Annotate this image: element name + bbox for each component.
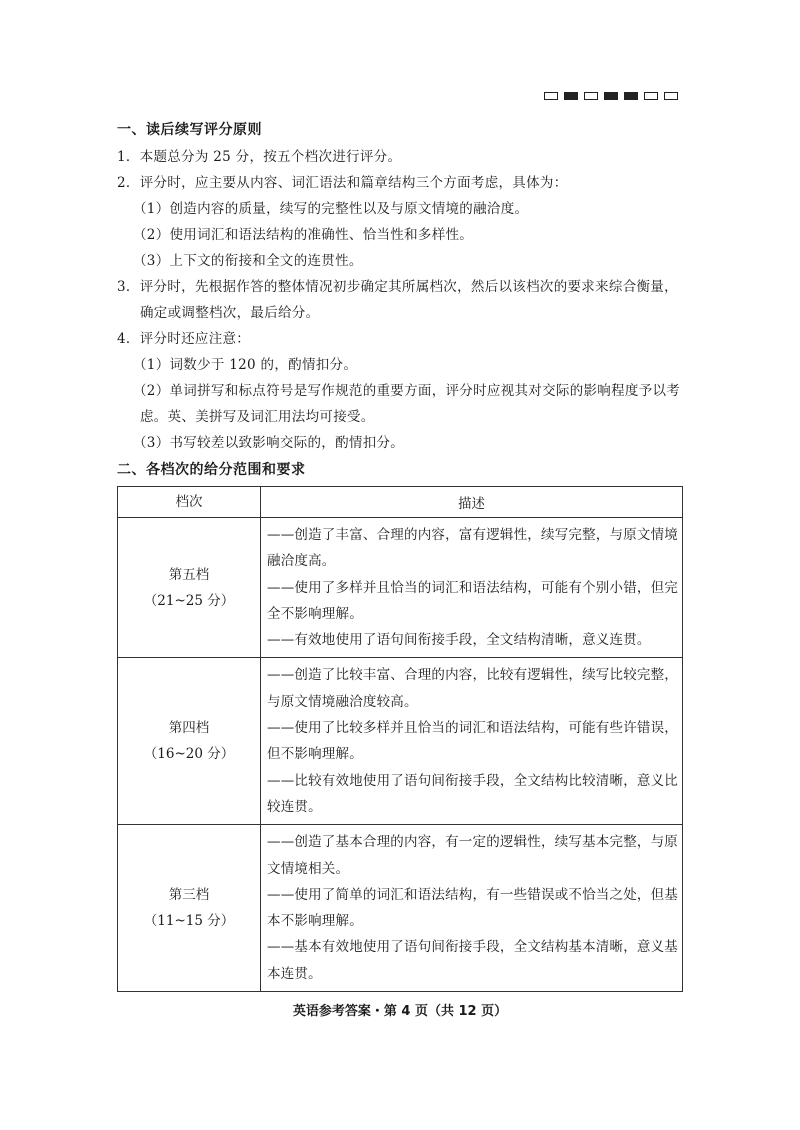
description-line: 与原文情境融洽度较高。 (267, 693, 418, 710)
description-line: ——比较有效地使用了语句间衔接手段，全文结构比较清晰，意义比 (267, 772, 678, 789)
rule-item-3-cont: 确定或调整档次，最后给分。 (140, 305, 320, 321)
code-mark-1 (544, 92, 558, 100)
section-2-heading: 二、各档次的给分范围和要求 (117, 462, 306, 478)
description-cell (261, 518, 683, 658)
description-line: ——使用了比较多样并且恰当的词汇和语法结构，可能有些许错误， (267, 720, 678, 737)
header-level: 档次 (118, 487, 261, 518)
level-range: （11~15 分） (143, 913, 235, 930)
code-mark-2 (564, 92, 578, 100)
level-name: 第四档 (168, 720, 210, 737)
code-mark-7 (664, 92, 678, 100)
description-line: ——有效地使用了语句间衔接手段，全文结构清晰，意义连贯。 (267, 632, 651, 649)
rule-item-3: 3．评分时，先根据作答的整体情况初步确定其所属档次，然后以该档次的要求来综合衡量， (117, 279, 678, 295)
table-row (118, 518, 683, 658)
description-cell (261, 825, 683, 992)
rule-item-4: 4．评分时还应注意： (117, 331, 251, 347)
page-footer: 英语参考答案・第 4 页（共 12 页） (292, 1004, 508, 1019)
description-cell (261, 658, 683, 825)
description-line: ——创造了基本合理的内容，有一定的逻辑性，续写基本完整，与原 (267, 834, 678, 851)
level-cell (118, 658, 261, 825)
rule-item-2-sub-2: （2）使用词汇和语法结构的准确性、恰当性和多样性。 (133, 227, 474, 243)
level-name: 第三档 (168, 887, 210, 904)
section-1-heading: 一、读后续写评分原则 (117, 122, 262, 138)
description-line: ——创造了比较丰富、合理的内容，比较有逻辑性，续写比较完整， (267, 667, 678, 684)
level-range: （16~20 分） (143, 746, 235, 763)
description-line: 但不影响理解。 (267, 746, 363, 763)
table-row (118, 825, 683, 992)
description-line: 全不影响理解。 (267, 605, 363, 622)
rule-item-1: 1．本题总分为 25 分，按五个档次进行评分。 (117, 149, 402, 165)
grading-table (117, 486, 683, 992)
rule-item-2-sub-3: （3）上下文的衔接和全文的连贯性。 (133, 253, 363, 269)
description-line: 文情境相关。 (267, 860, 350, 877)
description-line: 本不影响理解。 (267, 913, 363, 930)
code-mark-6 (644, 92, 658, 100)
description-line: ——使用了多样并且恰当的词汇和语法结构，可能有个别小错，但完 (267, 579, 678, 596)
rule-item-4-sub-1: （1）词数少于 120 的，酌情扣分。 (133, 357, 358, 373)
code-mark-3 (584, 92, 598, 100)
code-mark-5 (624, 92, 638, 100)
description-line: 本连贯。 (267, 965, 322, 982)
description-line: ——使用了简单的词汇和语法结构，有一些错误或不恰当之处，但基 (267, 886, 678, 903)
description-line: 融洽度高。 (267, 553, 336, 570)
description-line: 较连贯。 (267, 798, 322, 815)
rule-item-4-sub-3: （3）书写较差以致影响交际的，酌情扣分。 (133, 435, 405, 451)
table-row (118, 658, 683, 825)
header-description: 描述 (261, 487, 683, 518)
table-header-row (118, 487, 683, 518)
rule-item-2: 2．评分时，应主要从内容、词汇语法和篇章结构三个方面考虑，具体为： (117, 175, 568, 191)
level-cell (118, 825, 261, 992)
level-cell (118, 518, 261, 658)
rule-item-4-sub-2: （2）单词拼写和标点符号是写作规范的重要方面，评分时应视其对交际的影响程度予以考 (133, 383, 681, 399)
level-range: （21~25 分） (143, 592, 235, 609)
description-line: ——基本有效地使用了语句间衔接手段，全文结构基本清晰，意义基 (267, 939, 678, 956)
rule-item-4-sub-2-cont: 虑。英、美拼写及词汇用法均可接受。 (140, 409, 375, 425)
rule-item-2-sub-1: （1）创造内容的质量，续写的完整性以及与原文情境的融洽度。 (133, 201, 529, 217)
level-name: 第五档 (168, 566, 210, 583)
description-line: ——创造了丰富、合理的内容，富有逻辑性，续写完整，与原文情境 (267, 527, 678, 543)
corner-code-marks (544, 92, 678, 100)
code-mark-4 (604, 92, 618, 100)
